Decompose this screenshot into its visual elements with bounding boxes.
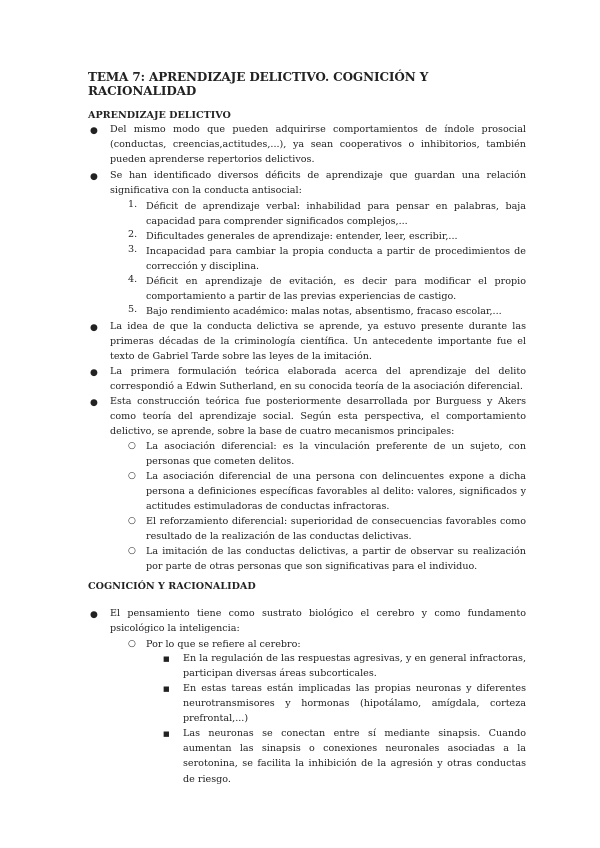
list-number: 2.: [128, 229, 138, 240]
sub-bullet: ○: [128, 441, 136, 451]
section-heading-cognicion: COGNICIÓN Y RACIONALIDAD: [88, 581, 256, 592]
list-number: 5.: [128, 304, 138, 315]
sub-bullet: ○: [128, 471, 136, 481]
square-bullet: ■: [163, 655, 170, 663]
square-bullet: ■: [163, 730, 170, 738]
mechanism-item: El reforzamiento diferencial: superioridad de consecuencias favorables como resultado de la realización de las conductas delictivas.: [146, 516, 526, 543]
paragraph: El pensamiento tiene como sustrato biológico el cerebro y como fundamento psicológico la inteligencia:: [110, 608, 526, 635]
bullet-dot: ●: [90, 398, 98, 408]
brain-item: Las neuronas se conectan entre sí mediante sinapsis. Cuando aumentan las sinapsis o conexiones neuronales asociadas a la serotonina, se facilita la inhibición de la agresión y otras conductas de riesgo.: [183, 728, 526, 785]
sub-bullet: ○: [128, 546, 136, 556]
list-item: Bajo rendimiento académico: malas notas, absentismo, fracaso escolar,...: [146, 306, 502, 317]
bullet-dot: ●: [90, 323, 98, 333]
bullet-dot: ●: [90, 610, 98, 620]
list-item: Incapacidad para cambiar la propia conducta a partir de procedimientos de corrección y disciplina.: [146, 246, 526, 273]
list-number: 4.: [128, 274, 138, 285]
list-item: Dificultades generales de aprendizaje: entender, leer, escribir,...: [146, 231, 458, 242]
paragraph: La primera formulación teórica elaborada acerca del aprendizaje del delito correspondió a Edwin Sutherland, en su conocida teoría de la asociación diferencial.: [110, 366, 526, 393]
section-heading-aprendizaje: APRENDIZAJE DELICTIVO: [88, 110, 231, 121]
sub-paragraph: Por lo que se refiere al cerebro:: [146, 639, 301, 650]
list-number: 3.: [128, 244, 138, 255]
brain-item: En estas tareas están implicadas las propias neuronas y diferentes neurotransmisores y hormonas (hipotálamo, amígdala, corteza prefrontal,...): [183, 683, 526, 725]
paragraph: La idea de que la conducta delictiva se aprende, ya estuvo presente durante las primeras décadas de la criminología científica. Un antecedente importante fue el texto de Gabriel Tarde sobre las leyes de la imitación.: [110, 321, 526, 363]
square-bullet: ■: [163, 685, 170, 693]
mechanism-item: La asociación diferencial de una persona con delincuentes expone a dicha persona a definiciones específicas favorables al delito: valores, significados y actitudes estimuladoras de conductas infractoras.: [146, 471, 526, 513]
paragraph: Se han identificado diversos déficits de aprendizaje que guardan una relación significativa con la conducta antisocial:: [110, 170, 526, 197]
mechanism-item: La asociación diferencial: es la vinculación preferente de un sujeto, con personas que cometen delitos.: [146, 441, 526, 468]
mechanism-item: La imitación de las conductas delictivas, a partir de observar su realización por parte de otras personas que son significativas para el individuo.: [146, 546, 526, 573]
sub-bullet: ○: [128, 639, 136, 649]
paragraph: Del mismo modo que pueden adquirirse comportamientos de índole prosocial (conductas, creencias,actitudes,...), ya sean cooperativos o inhibitorios, también pueden aprenderse repertorios delictivos.: [110, 124, 526, 166]
bullet-dot: ●: [90, 126, 98, 136]
bullet-dot: ●: [90, 368, 98, 378]
document-title: TEMA 7: APRENDIZAJE DELICTIVO. COGNICIÓN Y RACIONALIDAD: [88, 70, 429, 98]
paragraph: Esta construcción teórica fue posteriormente desarrollada por Burguess y Akers como teoría del aprendizaje social. Según esta perspectiva, el comportamiento delictivo, se aprende, sobre la base de cuatro mecanismos principales:: [110, 396, 526, 438]
list-number: 1.: [128, 199, 138, 210]
list-item: Déficit en aprendizaje de evitación, es decir para modificar el propio comportamiento a partir de las previas experiencias de castigo.: [146, 276, 526, 303]
list-item: Déficit de aprendizaje verbal: inhabilidad para pensar en palabras, baja capacidad para comprender significados complejos,...: [146, 201, 526, 228]
brain-item: En la regulación de las respuestas agresivas, y en general infractoras, participan diversas áreas subcorticales.: [183, 653, 526, 680]
sub-bullet: ○: [128, 516, 136, 526]
bullet-dot: ●: [90, 172, 98, 182]
